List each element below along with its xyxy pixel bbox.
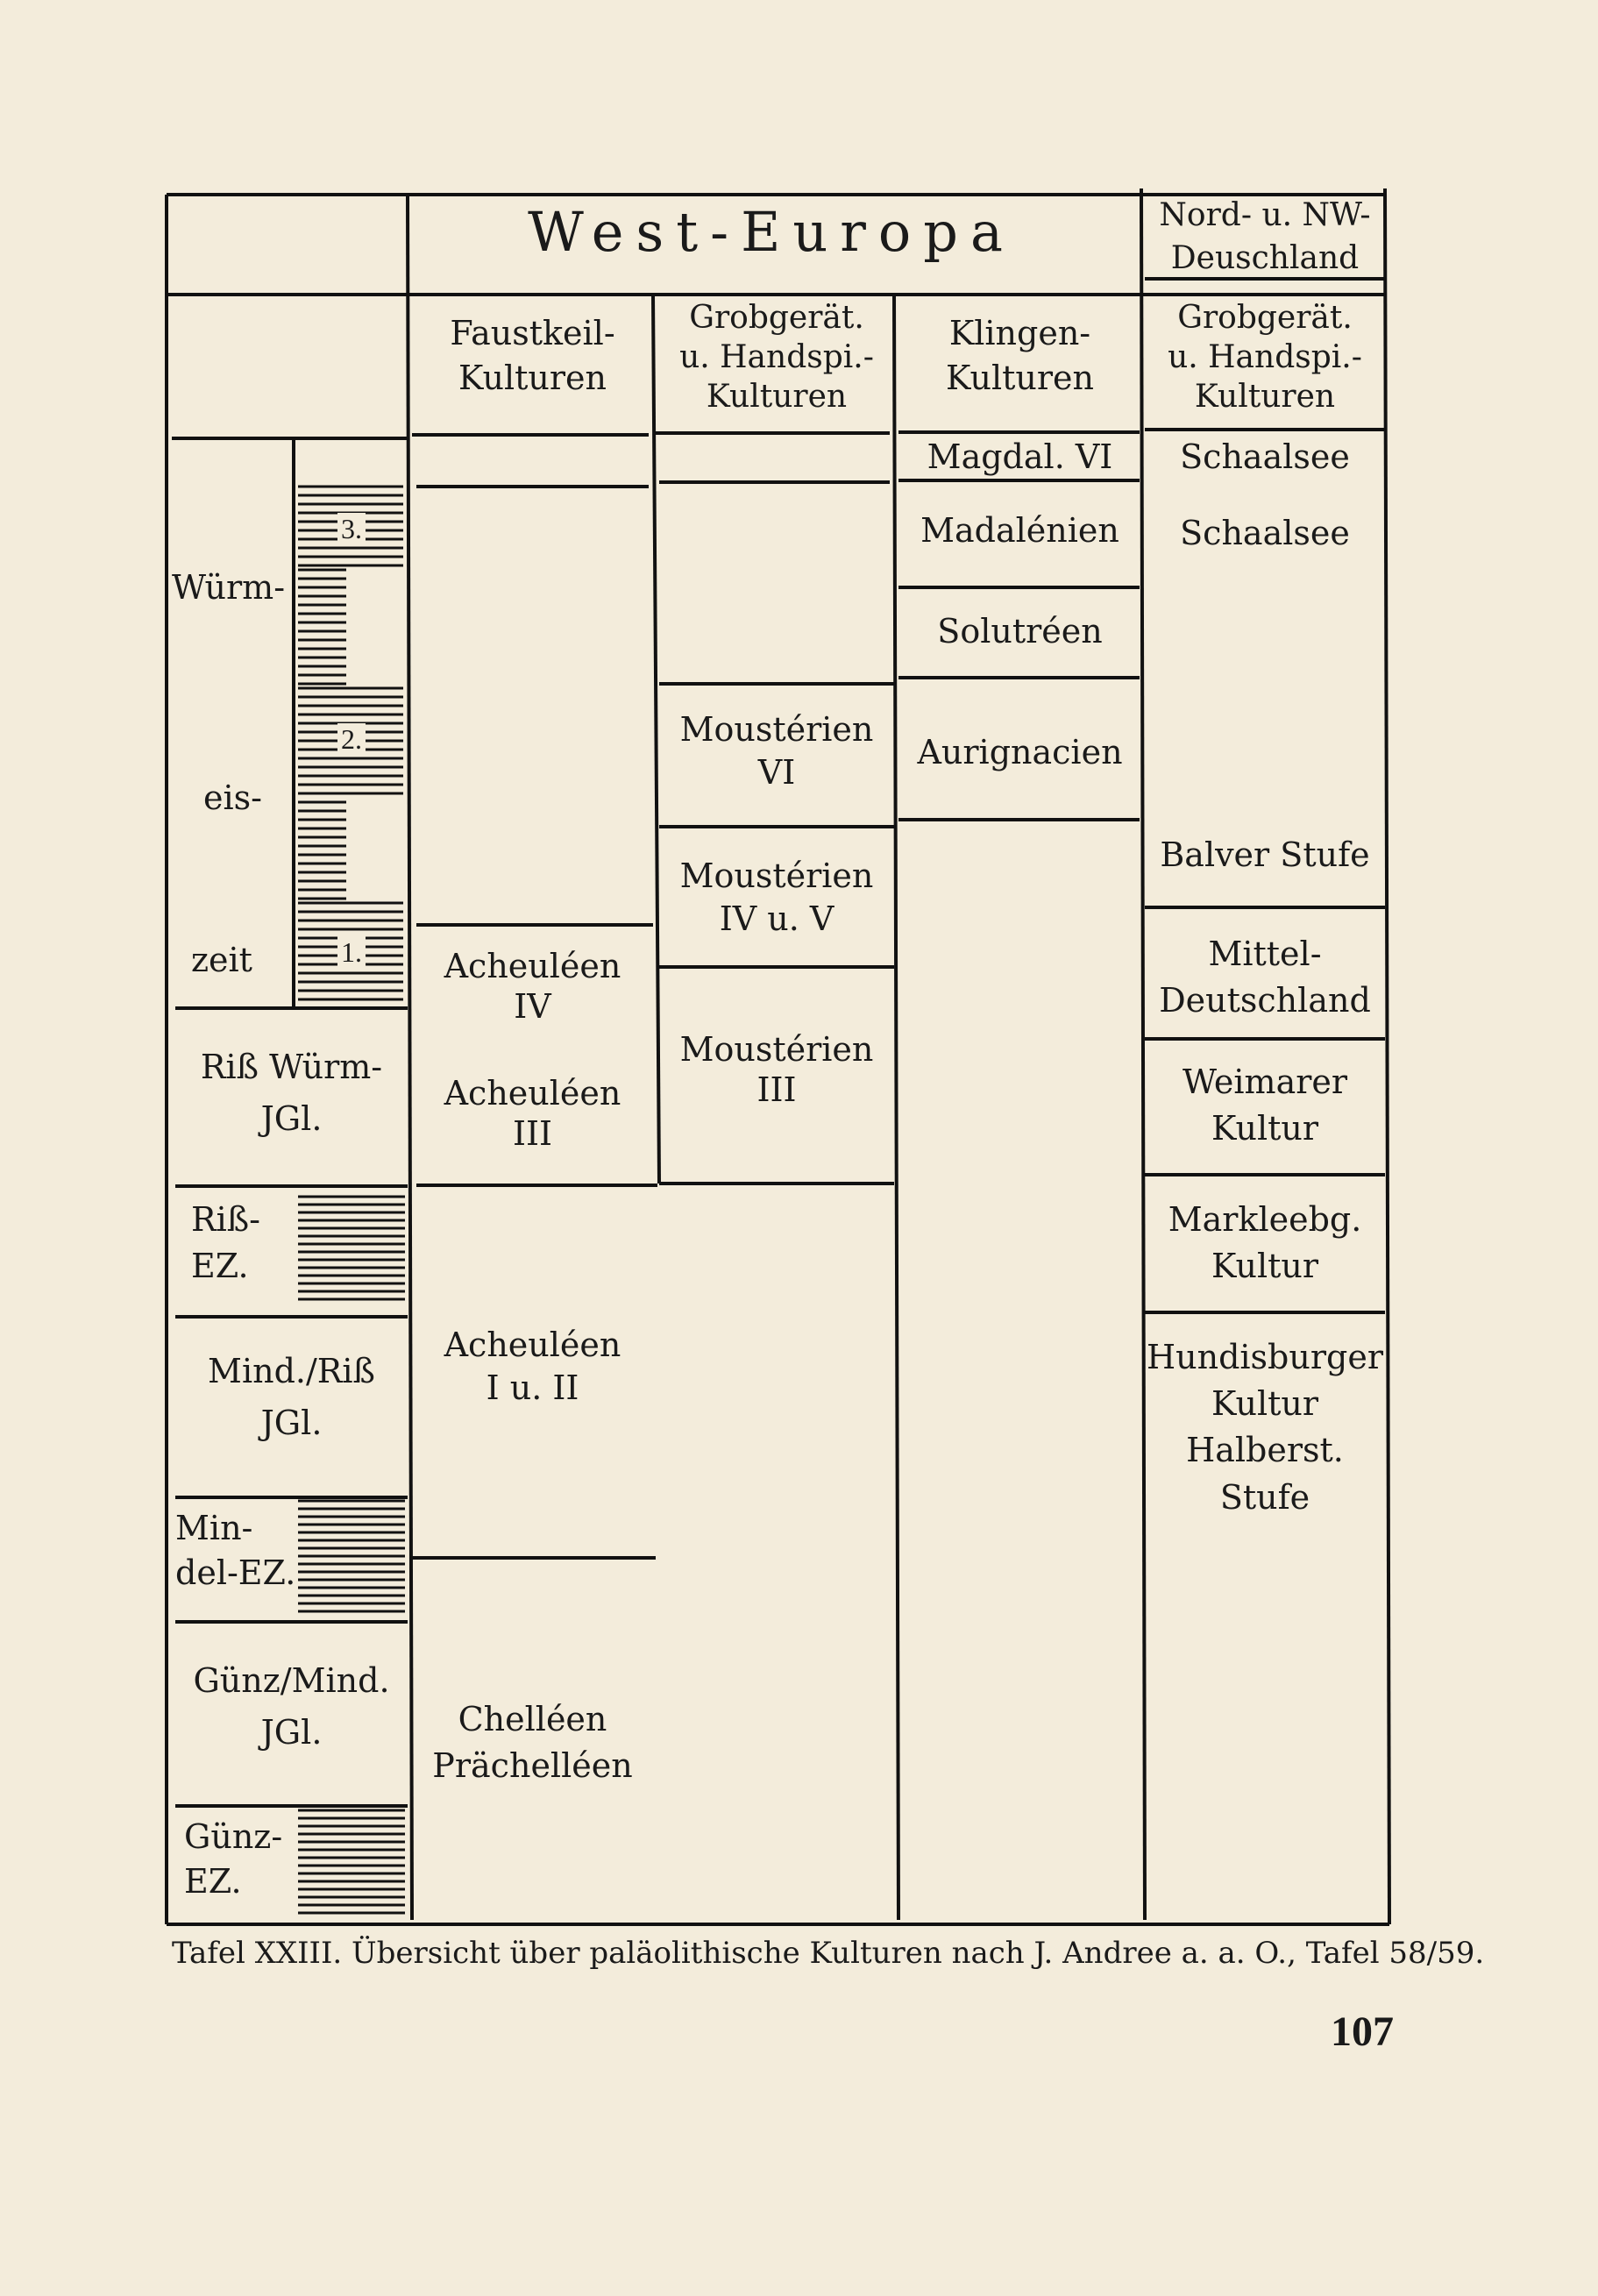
cell-magdal-vi: Magdal. VI [927, 437, 1113, 476]
period-mind-riss: Mind./Riß JGl. [208, 1352, 375, 1442]
cell-hundisburger: Hundisburger Kultur Halberst. Stufe [1146, 1338, 1383, 1517]
cell-moust-vi: Moustérien VI [679, 710, 874, 793]
period-gunz-mind: Günz/Mind. JGl. [193, 1661, 390, 1752]
period-riss-wurm: Riß Würm- JGl. [200, 1048, 383, 1138]
cell-balver: Balver Stufe [1160, 835, 1370, 874]
hatch-riss-ez [298, 1197, 405, 1299]
column-header-faustkeil: Faustkeil- Kulturen [450, 314, 615, 398]
period-riss-ez: Riß- EZ. [191, 1200, 260, 1286]
period-gunz-ez: Günz- EZ. [184, 1817, 283, 1901]
cell-schaalsee-2: Schaalsee [1180, 514, 1350, 552]
region-title: West-Europa [528, 200, 1015, 264]
cell-acheul-iii: Acheuléen III [444, 1074, 621, 1153]
cell-madalenien: Madalénien [920, 511, 1119, 550]
cell-moust-iii: Moustérien III [679, 1030, 874, 1109]
cell-schaalsee-1: Schaalsee [1180, 437, 1350, 476]
period-wurm-label: Würm- [172, 568, 286, 607]
cell-markleeb: Markleebg. Kultur [1168, 1200, 1362, 1286]
cell-acheul-i-ii: Acheuléen I u. II [444, 1326, 621, 1408]
stadial-3-label: 3. [337, 513, 366, 545]
hatch-stadial-2b [298, 793, 346, 899]
column-header-grobgeraet: Grobgerät. u. Handspi.- Kulturen [679, 300, 874, 415]
page-number: 107 [1331, 2008, 1394, 2055]
table-caption: Tafel XXIII. Übersicht über paläolithische Kulturen nach J. Andree a. a. O., Tafel 58/59. [172, 1936, 1485, 1971]
column-header-klingen: Klingen- Kulturen [945, 314, 1095, 398]
period-wurm-label-3: zeit [191, 941, 252, 979]
column-header-nord-grob: Grobgerät. u. Handspi.- Kulturen [1168, 300, 1362, 415]
hatch-stadial-3b [298, 570, 346, 684]
cell-chelleen: Chelléen Prächelléen [432, 1700, 633, 1786]
hatch-gunz-ez [298, 1810, 405, 1913]
region-subtitle: Nord- u. NW- Deuschland [1159, 197, 1371, 276]
cell-aurignacien: Aurignacien [917, 733, 1123, 771]
stadial-1-label: 1. [337, 936, 366, 969]
hatch-mindel-ez [298, 1501, 405, 1611]
cell-moust-iv-v: Moustérien IV u. V [679, 857, 874, 939]
cell-mittel: Mittel- Deutschland [1159, 935, 1371, 1020]
period-wurm-label-2: eis- [203, 778, 262, 817]
cell-solutreen: Solutréen [937, 612, 1103, 650]
period-mindel-ez: Min- del-EZ. [175, 1509, 296, 1593]
stadial-2-label: 2. [337, 723, 366, 756]
cell-weimarer: Weimarer Kultur [1182, 1063, 1348, 1148]
cell-acheul-iv: Acheuléen IV [444, 947, 621, 1026]
